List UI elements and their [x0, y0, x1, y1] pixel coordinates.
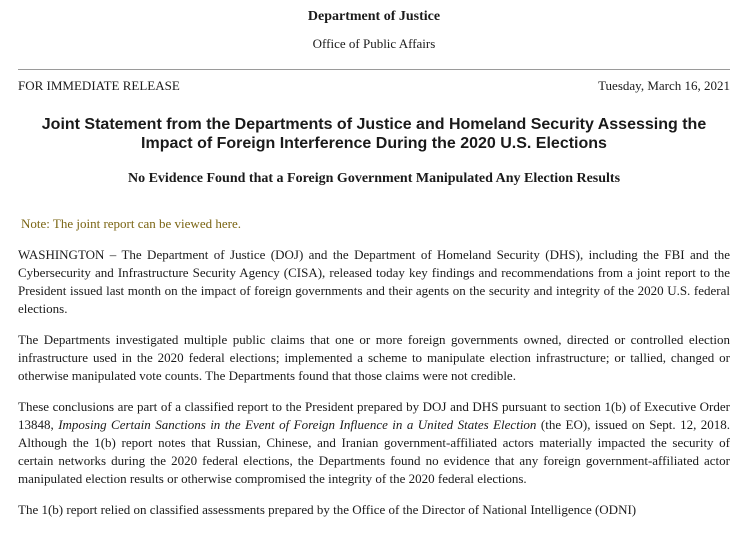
joint-report-link[interactable]: here — [215, 216, 238, 231]
release-label: FOR IMMEDIATE RELEASE — [18, 78, 180, 93]
office-name: Office of Public Affairs — [312, 36, 436, 51]
paragraph-3-text-a: These conclusions are part of a classified report to the President prepared by DOJ and DHS pursuant to section 1(b) of Executive Order 13848, — [18, 399, 730, 432]
paragraph-3-text-b: (the EO), issued on Sept. 12, 2018. Although the 1(b) report notes that Russian, Chinese, and Iranian government-affiliated actors materially impacted the security of certain networks during the 2020 federal elections, the Departments found no evidence that any foreign government-affiliated actor manipulated election results or otherwise compromised the integrity of the 2020 federal elections. — [18, 417, 731, 486]
release-date: Tuesday, March 16, 2021 — [598, 78, 730, 93]
paragraph-1: WASHINGTON – The Department of Justice (DOJ) and the Department of Homeland Security (DHS), including the FBI and the Cybersecurity and Infrastructure Security Agency (CISA), released today key findings and recommendations from a joint report to the President issued last month on the impact of foreign governments and their agents on the security and integrity of the 2020 U.S. federal elections. — [18, 247, 730, 316]
report-note — [21, 215, 730, 233]
press-release-page — [18, 0, 730, 519]
paragraph-4: The 1(b) report relied on classified assessments prepared by the Office of the Director of National Intelligence (ODNI) — [18, 502, 637, 517]
paragraph-3 — [18, 398, 730, 488]
header-divider — [18, 69, 730, 70]
release-row — [18, 77, 730, 94]
paragraph-2: The Departments investigated multiple public claims that one or more foreign governments owned, directed or controlled election infrastructure used in the 2020 federal elections; implemented a scheme to manipulate election infrastructure; or tallied, changed or otherwise manipulated vote counts. The Departments found that those claims were not credible. — [18, 332, 730, 383]
executive-order-title: Imposing Certain Sanctions in the Event of Foreign Influence in a United States Election — [58, 417, 537, 432]
department-name: Department of Justice — [307, 9, 441, 24]
page-title: Joint Statement from the Departments of Justice and Homeland Security Assessing the Impact of Foreign Interference During the 2020 U.S. Elections — [41, 116, 707, 152]
note-prefix: Note: The joint report can be viewed — [21, 216, 216, 231]
note-suffix: . — [237, 216, 241, 231]
page-subtitle: No Evidence Found that a Foreign Government Manipulated Any Election Results — [127, 171, 621, 186]
